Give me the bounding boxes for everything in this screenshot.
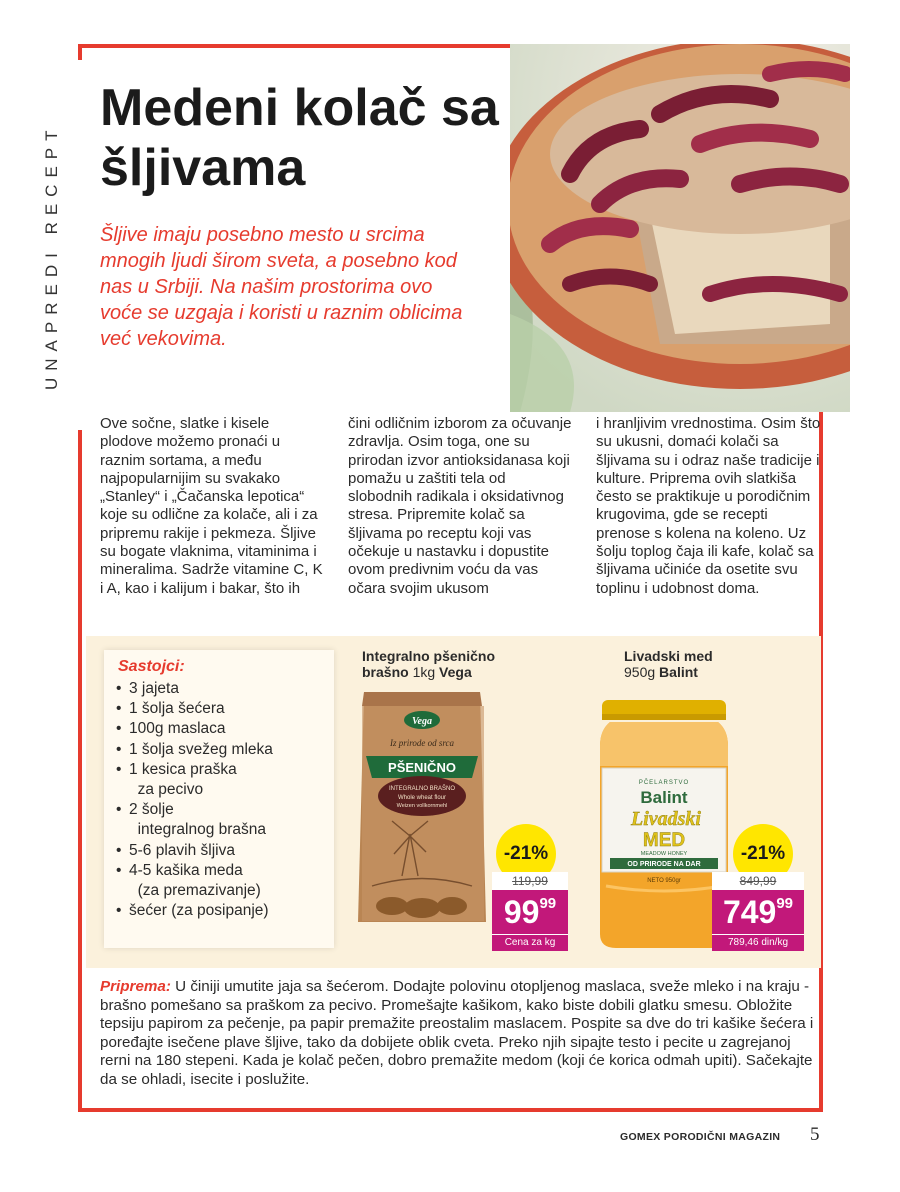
discount-badge-honey: -21% bbox=[733, 824, 793, 884]
discount-badge-flour: -21% bbox=[496, 824, 556, 884]
footer-magazine-name: GOMEX PORODIČNI MAGAZIN bbox=[620, 1131, 781, 1143]
honey-pack-script: Livadski bbox=[631, 808, 701, 830]
flour-pack-en: Whole wheat flour bbox=[397, 795, 447, 801]
honey-pack-top: PČELARSTVO bbox=[638, 780, 690, 786]
honey-pack-sub: MEADOW HONEY bbox=[640, 851, 688, 857]
honey-pack-brand: Balint bbox=[640, 788, 688, 807]
honey-pack-ribbon: OD PRIRODE NA DAR bbox=[627, 861, 701, 868]
page-number: 5 bbox=[810, 1124, 820, 1145]
flour-pack-name: PŠENIČNO bbox=[388, 760, 456, 775]
body-column-3: i hranljivim vrednostima. Osim što su ukusni, domaći kolači sa šljivama su i odraz naše tradicije i kulture. Priprema ovih slatkiša često se praktikuje u porodičnim krugovima, gde se recepti prenose s kolena na koleno. Uz šolju toplog čaja ili kafe, kolač sa šljivama učiniće da osetite svu toplinu i udobnost doma. bbox=[596, 415, 821, 597]
product-flour-name-line1: Integralno pšenično bbox=[362, 648, 496, 664]
body-column-2: čini odličnim izborom za očuvanje zdravlja. Osim toga, one su prirodan izvor antioksidanasa koji pomažu u zaštiti tela od slobodnih radikala i oksidativnog stresa. Pripremite kolač sa šljivama po receptu koji vas očekuje u nastavku i dopustite ovom predivnim voću da vas očara svojim ukusom bbox=[348, 415, 572, 597]
section-label-text: UNAPREDI RECEPT bbox=[42, 123, 61, 390]
ingredients-title: Sastojci: bbox=[118, 658, 185, 675]
product-flour-weight: 1kg bbox=[412, 664, 436, 680]
flour-pack-slogan: Iz prirode od srca bbox=[389, 738, 455, 748]
unit-price-flour: Cena za kg bbox=[492, 934, 568, 951]
section-label bbox=[42, 70, 72, 390]
old-price-honey: 849,99 bbox=[712, 872, 804, 890]
price-cents-honey: 99 bbox=[776, 895, 794, 912]
product-flour-name-bold: brašno bbox=[362, 664, 409, 680]
body-column-1: Ove sočne, slatke i kisele plodove možemo pronaći u raznim sortama, a među najpopularnijim su svakako „Stanley“ i „Čačanska lepotica“ koje su odlične za kolače, ali i za pripremu rakije i pekmeza. Šljive su bogate vlaknima, vitaminima i mineralima. Sadrže vitamine C, K i A, kao i kalijum i bakar, što ih bbox=[100, 415, 323, 597]
product-honey-name bbox=[624, 648, 744, 680]
plum-cake-image bbox=[510, 44, 850, 412]
preparation-body: U činiji umutite jaja sa šećerom. Dodajte polovinu otopljenog maslaca, sveže mleko i na kraju - brašno pomešano sa praškom za pecivo. Promešajte kašikom, kako biste dobili glatku smesu. Obložite tepsiju papirom za pečenje, pa papir premažite preostalim maslacem. Pospite sa dve do tri kašike šećera i poređajte isečene plave šljive, tako da dobijete oblik cveta. Preko njih sipajte testo i pecite u zagrejanoj rerni na 180 stepeni. Kada je kolač pečen, dobro premažite medom (koji će korica odmah upiti). Sačekajte da se ohladi, isecite i poslužite. bbox=[100, 978, 814, 1088]
ingredient-item: • 1 šolja svežeg mleka bbox=[114, 740, 273, 760]
ingredient-item: • šećer (za posipanje) bbox=[114, 901, 273, 921]
price-tag-honey bbox=[712, 872, 804, 951]
ingredient-item: • 3 jajeta bbox=[114, 679, 273, 699]
unit-price-honey: 789,46 din/kg bbox=[712, 934, 804, 951]
preparation-text bbox=[100, 978, 816, 1090]
price-cents-flour: 99 bbox=[539, 895, 557, 912]
honey-pack-weight: NETO 950gr bbox=[647, 878, 681, 884]
flour-pack-sub: INTEGRALNO BRAŠNO bbox=[388, 786, 456, 792]
preparation-label: Priprema: bbox=[100, 978, 171, 995]
product-honey-weight: 950g bbox=[624, 664, 656, 680]
price-main-flour: 99 bbox=[503, 894, 540, 930]
ingredient-item: • 1 kesica praška za pecivo bbox=[114, 760, 273, 800]
ingredient-item: • 100g maslaca bbox=[114, 719, 273, 739]
ingredient-item: • 5-6 plavih šljiva bbox=[114, 841, 273, 861]
flour-pack-brand: Vega bbox=[412, 716, 432, 727]
price-tag-flour bbox=[492, 872, 568, 951]
new-price-honey bbox=[712, 890, 804, 934]
product-flour-brand: Vega bbox=[439, 664, 472, 680]
article-lead: Šljive imaju posebno mesto u srcima mnogih ljudi širom sveta, a posebno kod nas u Srbiji. Na našim prostorima ovo voće se uzgaja i koristi u raznim oblicima već vekovima. bbox=[100, 224, 463, 350]
honey-pack-name: MED bbox=[642, 830, 686, 851]
product-honey-name-line1: Livadski med bbox=[624, 648, 713, 664]
flour-pack-de: Weizen vollkornmehl bbox=[396, 803, 448, 809]
ingredient-item: • 1 šolja šećera bbox=[114, 699, 273, 719]
flour-package-image bbox=[352, 686, 492, 928]
product-honey-brand: Balint bbox=[659, 664, 698, 680]
ingredient-item: • 2 šolje integralnog brašna bbox=[114, 800, 273, 840]
article-title: Medeni kolač sa šljivama bbox=[100, 79, 499, 197]
price-main-honey: 749 bbox=[722, 894, 777, 930]
plum-cake-photo bbox=[510, 44, 850, 412]
new-price-flour bbox=[492, 890, 568, 934]
ingredients-box bbox=[104, 650, 334, 948]
ingredient-item: • 4-5 kašika meda (za premazivanje) bbox=[114, 861, 273, 901]
ingredients-list bbox=[114, 679, 273, 921]
old-price-flour: 119,99 bbox=[492, 872, 568, 890]
product-flour-name bbox=[362, 648, 532, 680]
